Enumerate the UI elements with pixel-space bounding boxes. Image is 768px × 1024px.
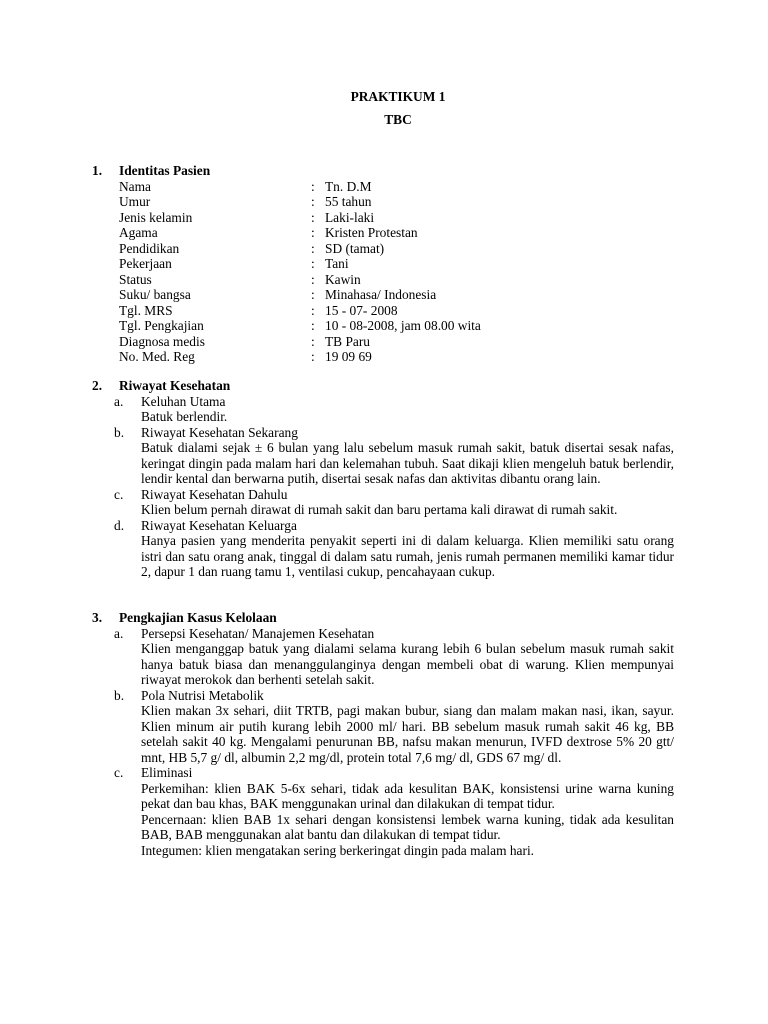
subsection-letter: a. [114, 393, 124, 409]
identity-value: Tn. D.M [325, 178, 372, 194]
subsection-paragraph: Hanya pasien yang menderita penyakit seperti ini di dalam keluarga. Klien memiliki satu orang istri dan satu orang anak, tinggal di dalam satu rumah, jenis rumah permanen memiliki kamar tidur 2, dapur 1 dan ruang tamu 1, ventilasi cukup, pencahayaan cukup. [141, 533, 674, 579]
identity-row [92, 349, 692, 365]
subsection-heading: Riwayat Kesehatan Sekarang [141, 424, 298, 440]
subsection-heading: Persepsi Kesehatan/ Manajemen Kesehatan [141, 625, 375, 641]
subsection-item [92, 626, 692, 688]
identity-separator: : [311, 287, 315, 302]
identity-separator: : [311, 178, 315, 194]
identity-label: Diagnosa medis [119, 333, 205, 349]
identity-table [92, 179, 692, 365]
subsection-heading: Eliminasi [141, 765, 193, 780]
identity-separator: : [311, 349, 315, 364]
subsection-heading: Riwayat Kesehatan Dahulu [141, 486, 288, 502]
identity-value: 15 - 07- 2008 [325, 302, 398, 318]
section-title: Identitas Pasien [119, 163, 211, 178]
section-heading [92, 610, 692, 626]
identity-value: Kawin [325, 271, 361, 287]
identity-separator: : [311, 240, 315, 256]
subsection-item [92, 765, 692, 858]
identity-label: Status [119, 271, 152, 287]
subsection-letter: b. [114, 687, 125, 703]
identity-value: 55 tahun [325, 194, 372, 209]
identity-separator: : [311, 318, 315, 333]
subsection-paragraph: Batuk dialami sejak ± 6 bulan yang lalu sebelum masuk rumah sakit, batuk disertai sesak nafas, keringat dingin pada malam hari dan kelemahan tubuh. Saat dikaji klien mengeluh batuk berlendir, lendir kental dan berwarna putih, disertai sesak nafas dan aktivitas dibantu orang lain. [141, 440, 674, 486]
identity-row [92, 318, 692, 334]
identity-value: Kristen Protestan [325, 225, 418, 240]
identity-separator: : [311, 225, 315, 240]
identity-separator: : [311, 209, 315, 225]
section-items [92, 626, 692, 859]
identity-separator: : [311, 271, 315, 287]
subsection-paragraph: Klien menganggap batuk yang dialami selama kurang lebih 6 bulan sebelum masuk rumah sakit hanya batuk biasa dan menanggulanginya dengan membeli obat di warung. Klien mempunyai riwayat merokok dan berhenti setelah sakit. [141, 641, 674, 687]
subsection-paragraph: Perkemihan: klien BAK 5-6x sehari, tidak ada kesulitan BAK, konsistensi urine warna kuning pekat dan bau khas, BAK menggunakan urinal dan dilakukan di tempat tidur. [141, 780, 674, 811]
section-title: Pengkajian Kasus Kelolaan [119, 610, 277, 625]
identity-value: Laki-laki [325, 209, 375, 225]
identity-row [92, 241, 692, 257]
identity-separator: : [311, 256, 315, 271]
subsection-letter: a. [114, 625, 124, 641]
identity-value: SD (tamat) [325, 240, 385, 256]
subsection-heading: Riwayat Kesehatan Keluarga [141, 517, 297, 533]
identity-separator: : [311, 302, 315, 318]
section-title: Riwayat Kesehatan [119, 378, 231, 393]
identity-label: Tgl. MRS [119, 302, 173, 318]
identity-row [92, 287, 692, 303]
subsection-heading: Keluhan Utama [141, 393, 226, 409]
section-number: 3. [92, 610, 103, 625]
identity-value: 19 09 69 [325, 349, 372, 364]
identity-label: Pekerjaan [119, 256, 172, 271]
identity-label: Nama [119, 178, 151, 194]
identity-label: No. Med. Reg [119, 349, 195, 364]
subsection-paragraph: Pencernaan: klien BAB 1x sehari dengan konsistensi lembek warna kuning, tidak ada kesulitan BAB, BAB menggunakan alat bantu dan dilakukan di tempat tidur. [141, 811, 674, 842]
section-riwayat-kesehatan [92, 378, 692, 580]
identity-row [92, 272, 692, 288]
subsection-letter: c. [114, 486, 124, 502]
subsection-paragraph: Integumen: klien mengatakan sering berkeringat dingin pada malam hari. [141, 842, 535, 858]
subsection-heading: Pola Nutrisi Metabolik [141, 687, 264, 703]
identity-row [92, 179, 692, 195]
document-subtitle: TBC [384, 112, 412, 127]
identity-label: Tgl. Pengkajian [119, 318, 204, 333]
section-items [92, 394, 692, 580]
document-title: PRAKTIKUM 1 [350, 89, 446, 104]
subsection-item [92, 518, 692, 580]
identity-row [92, 256, 692, 272]
subsection-paragraph: Klien makan 3x sehari, diit TRTB, pagi makan bubur, siang dan malam makan nasi, ikan, sayur. Klien minum air putih kurang lebih 2000 ml/ hari. BB sebelum masuk rumah sakit 46 kg, BB setelah sakit 40 kg. Mengalami penurunan BB, nafsu makan menurun, IVFD dextrose 5% 20 gtt/ mnt, HB 5,7 g/ dl, albumin 2,2 mg/dl, protein total 7,6 mg/ dl, GDS 67 mg/ dl. [141, 703, 674, 765]
identity-label: Pendidikan [119, 240, 180, 256]
identity-row [92, 194, 692, 210]
identity-row [92, 225, 692, 241]
subsection-item [92, 425, 692, 487]
section-pengkajian-kasus [92, 610, 692, 858]
subsection-letter: c. [114, 765, 124, 780]
identity-separator: : [311, 194, 315, 209]
section-number: 2. [92, 378, 103, 393]
section-heading [92, 378, 692, 394]
section-heading [92, 163, 692, 179]
subsection-item [92, 394, 692, 425]
subsection-item [92, 487, 692, 518]
identity-value: TB Paru [325, 333, 371, 349]
identity-value: 10 - 08-2008, jam 08.00 wita [325, 318, 481, 333]
subsection-item [92, 688, 692, 766]
identity-value: Minahasa/ Indonesia [325, 287, 437, 302]
identity-label: Agama [119, 225, 158, 240]
subsection-letter: b. [114, 424, 125, 440]
identity-value: Tani [325, 256, 349, 271]
subsection-paragraph: Klien belum pernah dirawat di rumah sakit dan baru pertama kali dirawat di rumah sakit. [141, 502, 618, 517]
section-identitas-pasien [92, 163, 692, 365]
subsection-letter: d. [114, 517, 125, 533]
identity-separator: : [311, 333, 315, 349]
identity-label: Suku/ bangsa [119, 287, 191, 302]
subsection-paragraph: Batuk berlendir. [141, 409, 228, 424]
identity-label: Umur [119, 194, 151, 209]
identity-row [92, 334, 692, 350]
section-number: 1. [92, 163, 103, 178]
identity-label: Jenis kelamin [119, 209, 193, 225]
identity-row [92, 210, 692, 226]
identity-row [92, 303, 692, 319]
